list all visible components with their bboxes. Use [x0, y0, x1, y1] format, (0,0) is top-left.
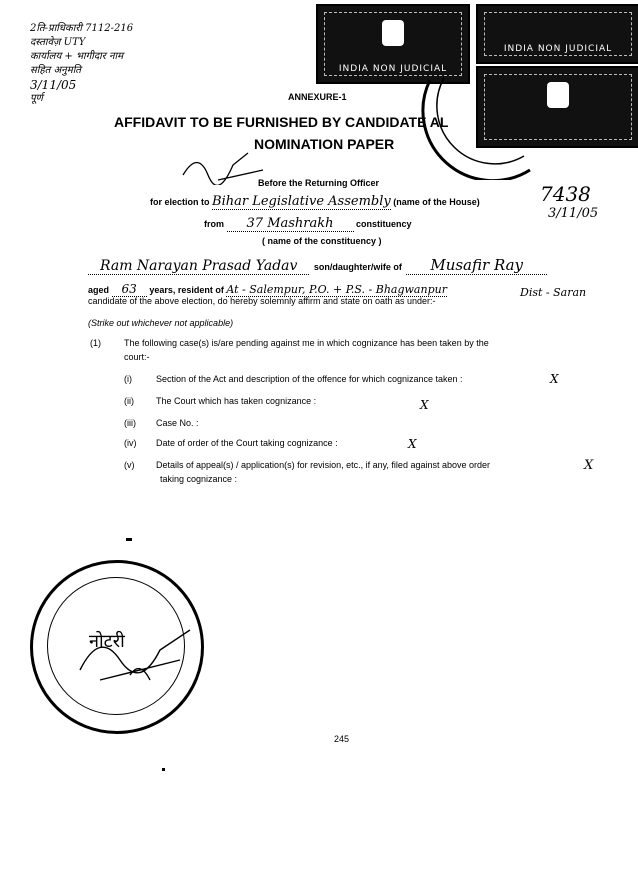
note-line: दस्तावेज़ UTY: [30, 37, 86, 48]
house-suffix: (name of the House): [393, 197, 480, 207]
constituency-suffix: constituency: [356, 219, 412, 229]
item-text: Date of order of the Court taking cognizance :: [156, 438, 338, 448]
constituency-line: [204, 216, 412, 231]
note-line: पूर्ण: [30, 93, 43, 104]
list-item: [124, 460, 604, 474]
stamp-label: INDIA NON JUDICIAL: [338, 64, 448, 74]
item-text: Details of appeal(s) / application(s) for revision, etc., if any, filed against above order: [156, 460, 490, 470]
item-1-text: The following case(s) is/are pending against me in which cognizance has been taken by the: [124, 338, 489, 348]
seal-text: नोटरी: [89, 631, 125, 652]
affidavit-title: AFFIDAVIT TO BE FURNISHED BY CANDIDATE AL: [114, 114, 449, 130]
candidate-line: [88, 256, 547, 275]
strike-mark: X: [550, 372, 559, 386]
page-number: 245: [334, 734, 350, 744]
item-number: (i): [124, 374, 132, 384]
item-text: The Court which has taken cognizance :: [156, 396, 317, 406]
declaration-text: candidate of the above election, do hereby solemnly affirm and state on oath as under:-: [88, 296, 436, 306]
strike-mark: X: [420, 398, 429, 412]
address-extra: Dist - Saran: [520, 286, 587, 299]
from-label: from: [204, 219, 224, 229]
son-of-label: son/daughter/wife of: [313, 262, 402, 272]
constituency-value: 37 Mashrakh: [227, 216, 354, 232]
list-item: [124, 418, 604, 432]
election-prefix: for election to: [150, 197, 210, 207]
speck-mark: [162, 768, 165, 771]
strike-mark: X: [408, 437, 417, 451]
election-value: Bihar Legislative Assembly: [212, 194, 391, 209]
item-1-number: (1): [90, 338, 101, 348]
annexure-label: ANNEXURE-1: [288, 92, 347, 102]
strike-mark: X: [584, 458, 594, 473]
constituency-hint: ( name of the constituency ): [262, 236, 382, 246]
signature-scribble-top: [178, 145, 268, 185]
years-resident-label: years, resident of: [149, 285, 224, 295]
note-line: कार्यालय + भागीदार नाम: [30, 51, 124, 62]
father-name: Musafir Ray: [406, 256, 547, 275]
inward-number: 7438: [540, 182, 591, 206]
item-number: (v): [124, 460, 135, 470]
small-mark: [126, 538, 132, 541]
emblem-icon: [382, 20, 404, 46]
aged-label: aged: [88, 285, 110, 295]
item-1-text-cont: court:-: [124, 352, 150, 362]
item-text: Section of the Act and description of the offence for which cognizance taken :: [156, 374, 463, 384]
handwritten-note-block: [30, 22, 133, 106]
age-value: 63: [112, 282, 147, 297]
election-line: [150, 194, 480, 209]
item-number: (iv): [124, 438, 137, 448]
item-number: (ii): [124, 396, 134, 406]
list-item: [124, 438, 604, 452]
item-5-cont: taking cognizance :: [160, 474, 238, 484]
list-item: [124, 374, 604, 388]
note-line: 2ति-प्राधिकारी 7112-216: [30, 23, 134, 34]
item-text: Case No. :: [156, 418, 199, 428]
note-line: 3/11/05: [30, 78, 77, 92]
affidavit-subtitle: NOMINATION PAPER: [254, 136, 395, 152]
address-value: At - Salempur, P.O. + P.S. - Bhagwanpur: [226, 283, 447, 296]
item-number: (iii): [124, 418, 136, 428]
strike-note: (Strike out whichever not applicable): [88, 318, 234, 328]
candidate-name: Ram Narayan Prasad Yadav: [88, 258, 309, 275]
notary-signature: [70, 620, 200, 690]
inward-date: 3/11/05: [548, 206, 599, 221]
age-address-line: [88, 282, 447, 296]
court-fee-stamp-right-top: [476, 4, 638, 64]
note-line: सहित अनुमति: [30, 65, 81, 76]
list-item: [124, 396, 604, 410]
stamp-label: INDIA NON JUDICIAL: [503, 44, 613, 54]
before-officer: Before the Returning Officer: [258, 178, 380, 188]
